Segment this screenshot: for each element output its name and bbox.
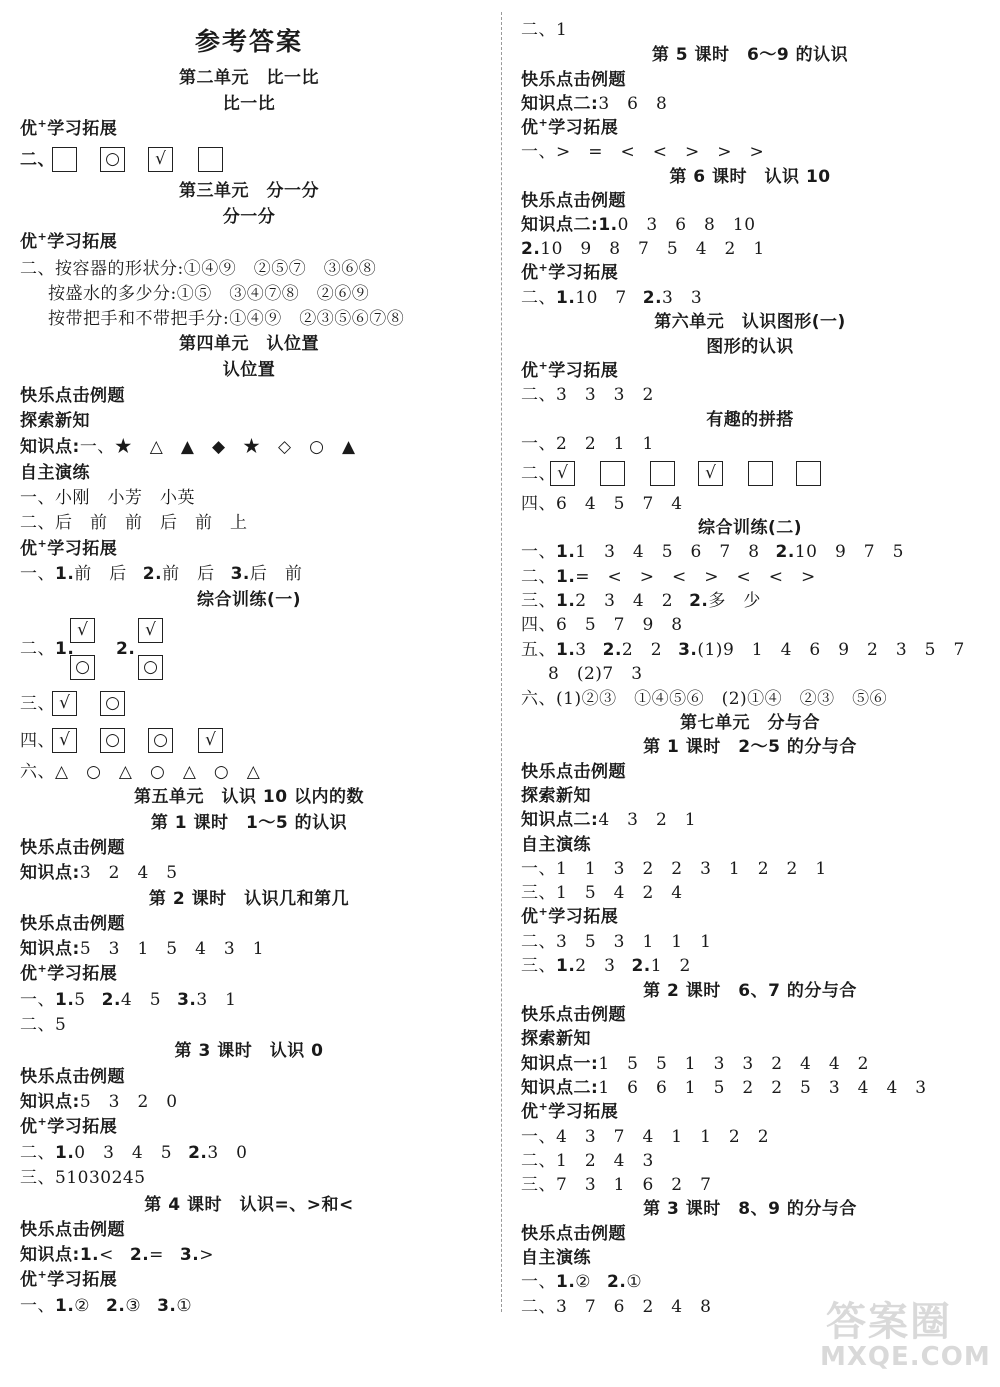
answer-number: 2. bbox=[116, 639, 136, 659]
section-you-label: 优+学习拓展 bbox=[20, 230, 118, 252]
answer-line: 2.10 9 8 7 5 4 2 1 bbox=[521, 239, 765, 259]
section-label: 快乐点击例题 bbox=[521, 70, 626, 90]
section-label: 快乐点击例题 bbox=[20, 1067, 125, 1087]
answer-line: 一、1.前 后 2.前 后 3.后 前 bbox=[20, 564, 303, 584]
answer-box: ○ bbox=[100, 728, 125, 753]
lesson-1-heading: 第 1 课时 1～5 的认识 bbox=[150, 813, 348, 833]
answer-line: 五、1.3 2.2 2 3.(1)9 1 4 6 9 2 3 5 7 bbox=[521, 640, 965, 660]
answer-line: 二、1.= < > < > < < > bbox=[521, 567, 816, 587]
section-label: 快乐点击例题 bbox=[521, 1224, 626, 1244]
answer-line: 二、1. bbox=[20, 639, 75, 659]
unit-6-subheading: 图形的认识 bbox=[706, 337, 794, 357]
section-label: 探索新知 bbox=[20, 411, 90, 431]
answer-line: 知识点二:1 6 6 1 5 2 2 5 3 4 4 3 bbox=[521, 1078, 927, 1098]
answer-box: ○ bbox=[70, 655, 95, 680]
answer-line: 二、1.10 7 2.3 3 bbox=[521, 288, 703, 308]
unit-5-heading: 第五单元 认识 10 以内的数 bbox=[134, 787, 364, 807]
answer-line: 知识点二:3 6 8 bbox=[521, 94, 668, 114]
section-you-label: 优+学习拓展 bbox=[20, 537, 118, 559]
unit-3-subheading: 分一分 bbox=[222, 207, 276, 227]
lesson-2-heading: 第 2 课时 认识几和第几 bbox=[148, 889, 350, 909]
answer-box bbox=[650, 461, 675, 486]
exercise-2-heading: 综合训练(二) bbox=[697, 518, 803, 538]
page-title: 参考答案 bbox=[194, 27, 303, 56]
answer-line: 二、1 bbox=[521, 20, 568, 40]
answer-line: 四、6 5 7 9 8 bbox=[521, 615, 683, 635]
answer-line: 二、3 7 6 2 4 8 bbox=[521, 1297, 712, 1317]
answer-line: 知识点:5 3 2 0 bbox=[20, 1092, 178, 1112]
answer-line: 一、小刚 小芳 小英 bbox=[20, 488, 195, 508]
answer-line: 六、△ ○ △ ○ △ ○ △ bbox=[20, 762, 261, 782]
answer-box: ○ bbox=[138, 655, 163, 680]
section-you-label: 优+学习拓展 bbox=[521, 261, 619, 283]
section-you-label: 优+学习拓展 bbox=[521, 116, 619, 138]
answer-line: 四、6 4 5 7 4 bbox=[521, 494, 683, 514]
section-label: 快乐点击例题 bbox=[20, 838, 125, 858]
answer-line: 二、1.0 3 4 5 2.3 0 bbox=[20, 1143, 248, 1163]
answer-line: 二、按容器的形状分:①④⑨ ②⑤⑦ ③⑥⑧ bbox=[20, 259, 377, 279]
answer-line: 三、1 5 4 2 4 bbox=[521, 883, 683, 903]
unit-3-heading: 第三单元 分一分 bbox=[179, 181, 319, 201]
answer-box: √ bbox=[52, 691, 77, 716]
answer-line: 知识点:3 2 4 5 bbox=[20, 863, 178, 883]
answer-line: 一、1 1 3 2 2 3 1 2 2 1 bbox=[521, 859, 827, 879]
unit-7-lesson-2-heading: 第 2 课时 6、7 的分与合 bbox=[643, 981, 857, 1001]
answer-line: 8 (2)7 3 bbox=[548, 664, 643, 684]
section-label: 快乐点击例题 bbox=[20, 1220, 125, 1240]
lesson-6-heading: 第 6 课时 认识 10 bbox=[669, 167, 831, 187]
unit-2-subheading: 比一比 bbox=[222, 94, 276, 114]
answer-line: 一、2 2 1 1 bbox=[521, 434, 654, 454]
section-you-label: 优+学习拓展 bbox=[20, 117, 118, 139]
answer-box: √ bbox=[550, 461, 575, 486]
column-divider bbox=[501, 12, 502, 1312]
lesson-5-heading: 第 5 课时 6～9 的认识 bbox=[651, 45, 849, 65]
answer-box: ○ bbox=[100, 691, 125, 716]
answer-prefix: 三、 bbox=[20, 694, 55, 714]
answer-line: 知识点二:1.0 3 6 8 10 bbox=[521, 215, 756, 235]
answer-line: 三、1.2 3 4 2 2.多 少 bbox=[521, 591, 761, 611]
answer-box: ○ bbox=[100, 147, 125, 172]
answer-line: 三、7 3 1 6 2 7 bbox=[521, 1175, 712, 1195]
section-label: 自主演练 bbox=[20, 463, 90, 483]
unit-7-heading: 第七单元 分与合 bbox=[680, 713, 820, 733]
answer-box bbox=[52, 147, 77, 172]
answer-line: 按盛水的多少分:①⑤ ③④⑦⑧ ②⑥⑨ bbox=[48, 284, 370, 304]
section-label: 自主演练 bbox=[521, 1248, 591, 1268]
section-you-label: 优+学习拓展 bbox=[521, 905, 619, 927]
answer-line: 二、5 bbox=[20, 1015, 67, 1035]
answer-line: 知识点一:1 5 5 1 3 3 2 4 4 2 bbox=[521, 1054, 869, 1074]
answer-line: 三、51030245 bbox=[20, 1168, 146, 1188]
answer-line: 知识点二:4 3 2 1 bbox=[521, 810, 697, 830]
section-label: 快乐点击例题 bbox=[521, 762, 626, 782]
answer-line: 一、1.② 2.① bbox=[521, 1272, 643, 1292]
answer-line: 二、3 5 3 1 1 1 bbox=[521, 932, 712, 952]
unit-4-subheading: 认位置 bbox=[222, 360, 276, 380]
answer-line: 一、1.1 3 4 5 6 7 8 2.10 9 7 5 bbox=[521, 542, 904, 562]
section-label: 快乐点击例题 bbox=[20, 914, 125, 934]
unit-6-heading: 第六单元 认识图形(一) bbox=[654, 312, 846, 332]
answer-box bbox=[796, 461, 821, 486]
answer-line: 按带把手和不带把手分:①④⑨ ②③⑤⑥⑦⑧ bbox=[48, 309, 405, 329]
section-label: 快乐点击例题 bbox=[521, 1005, 626, 1025]
answer-box bbox=[600, 461, 625, 486]
answer-box: √ bbox=[698, 461, 723, 486]
section-label: 探索新知 bbox=[521, 1029, 591, 1049]
answer-box: ○ bbox=[148, 728, 173, 753]
answer-line: 知识点:5 3 1 5 4 3 1 bbox=[20, 939, 265, 959]
answer-line: 六、(1)②③ ①④⑤⑥ (2)①④ ②③ ⑤⑥ bbox=[521, 689, 888, 709]
lesson-4-heading: 第 4 课时 认识=、>和< bbox=[144, 1195, 354, 1215]
answer-line: 二、1 2 4 3 bbox=[521, 1151, 654, 1171]
answer-line: 二、后 前 前 后 前 上 bbox=[20, 513, 248, 533]
answer-box: √ bbox=[52, 728, 77, 753]
answer-box: √ bbox=[138, 618, 163, 643]
answer-line: 知识点:一、★ △ ▲ ◆ ★ ◇ ○ ▲ bbox=[20, 437, 356, 457]
answer-line: 三、1.2 3 2.1 2 bbox=[521, 956, 691, 976]
unit-7-lesson-1-heading: 第 1 课时 2～5 的分与合 bbox=[643, 737, 857, 757]
exercise-1-heading: 综合训练(一) bbox=[196, 590, 302, 610]
answer-box: √ bbox=[70, 618, 95, 643]
unit-4-heading: 第四单元 认位置 bbox=[179, 334, 319, 354]
watermark-url: MXQE.COM bbox=[820, 1342, 991, 1372]
answer-line: 二、3 3 3 2 bbox=[521, 385, 654, 405]
answer-line: 一、4 3 7 4 1 1 2 2 bbox=[521, 1127, 770, 1147]
section-you-label: 优+学习拓展 bbox=[521, 1100, 619, 1122]
answer-prefix: 二、 bbox=[20, 150, 55, 170]
section-label: 快乐点击例题 bbox=[521, 191, 626, 211]
answer-box bbox=[198, 147, 223, 172]
answer-line: 一、1.② 2.③ 3.① bbox=[20, 1296, 193, 1316]
unit-2-heading: 第二单元 比一比 bbox=[179, 68, 319, 88]
watermark-text: 答案圈 bbox=[826, 1299, 952, 1345]
answer-box: √ bbox=[198, 728, 223, 753]
lesson-3-heading: 第 3 课时 认识 0 bbox=[174, 1041, 324, 1061]
section-you-label: 优+学习拓展 bbox=[20, 962, 118, 984]
answer-box: √ bbox=[148, 147, 173, 172]
unit-7-lesson-3-heading: 第 3 课时 8、9 的分与合 bbox=[643, 1199, 857, 1219]
answer-line: 知识点:1.< 2.= 3.> bbox=[20, 1245, 214, 1265]
section-you-label: 优+学习拓展 bbox=[521, 359, 619, 381]
answer-line: 一、1.5 2.4 5 3.3 1 bbox=[20, 990, 237, 1010]
answer-line: 一、> = < < > > > bbox=[521, 142, 765, 162]
answer-box bbox=[748, 461, 773, 486]
section-you-label: 优+学习拓展 bbox=[20, 1115, 118, 1137]
answer-prefix: 四、 bbox=[20, 731, 55, 751]
section-you-label: 优+学习拓展 bbox=[20, 1268, 118, 1290]
lesson-heading: 有趣的拼搭 bbox=[706, 410, 794, 430]
section-label: 自主演练 bbox=[521, 835, 591, 855]
section-label: 探索新知 bbox=[521, 786, 591, 806]
section-label: 快乐点击例题 bbox=[20, 386, 125, 406]
answer-prefix: 二、 bbox=[521, 464, 556, 484]
watermark-logo bbox=[818, 1290, 996, 1384]
